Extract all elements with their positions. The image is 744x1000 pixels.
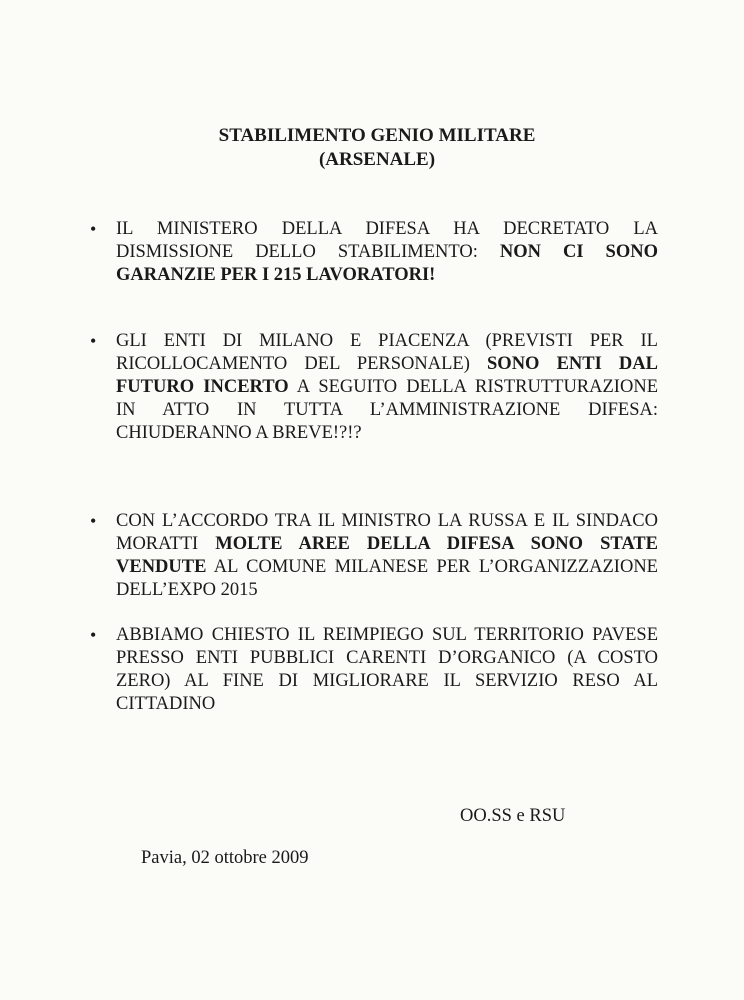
bullet-bold-text: NON CI SONO GARANZIE PER I 215 LAVORATORI! (116, 242, 658, 285)
bullet-bold-text: SONO ENTI DAL FUTURO INCERTO (116, 354, 658, 397)
bullet-text-continued: A SEGUITO DELLA RISTRUTTURAZIONE IN ATTO IN TUTTA L’AMMINISTRAZIONE DIFESA: CHIUDERANNO A BREVE!?!? (116, 377, 658, 443)
bullet-item-dismissione (90, 218, 658, 287)
bullet-text: IL MINISTERO DELLA DIFESA HA DECRETATO LA DISMISSIONE DELLO STABILIMENTO: (116, 219, 658, 262)
bullet-text-continued: AL COMUNE MILANESE PER L’ORGANIZZAZIONE DELL’EXPO 2015 (116, 557, 658, 600)
bullet-dot: • (90, 219, 97, 239)
bullet-text: ABBIAMO CHIESTO IL REIMPIEGO SUL TERRITORIO PAVESE PRESSO ENTI PUBBLICI CARENTI D’ORGANICO (A COSTO ZERO) AL FINE DI MIGLIORARE IL SERVIZIO RESO AL CITTADINO (116, 625, 658, 714)
title-line-1: STABILIMENTO GENIO MILITARE (218, 125, 536, 146)
bullet-dot: • (90, 511, 97, 531)
bullet-item-accordo (90, 510, 658, 602)
bullet-bold-text: MOLTE AREE DELLA DIFESA SONO STATE VENDUTE (116, 534, 658, 577)
bullet-item-enti (90, 330, 658, 445)
bullet-dot: • (90, 625, 97, 645)
title-line-2: (ARSENALE) (318, 149, 436, 170)
signature: OO.SS e RSU (460, 806, 566, 826)
bullet-dot: • (90, 331, 97, 351)
bullet-text: CON L’ACCORDO TRA IL MINISTRO LA RUSSA E IL SINDACO MORATTI (116, 511, 658, 554)
document-title (0, 124, 744, 172)
bullet-item-reimpiego (90, 624, 658, 716)
place-date: Pavia, 02 ottobre 2009 (141, 848, 309, 868)
bullet-text: GLI ENTI DI MILANO E PIACENZA (PREVISTI PER IL RICOLLOCAMENTO DEL PERSONALE) (116, 331, 658, 374)
